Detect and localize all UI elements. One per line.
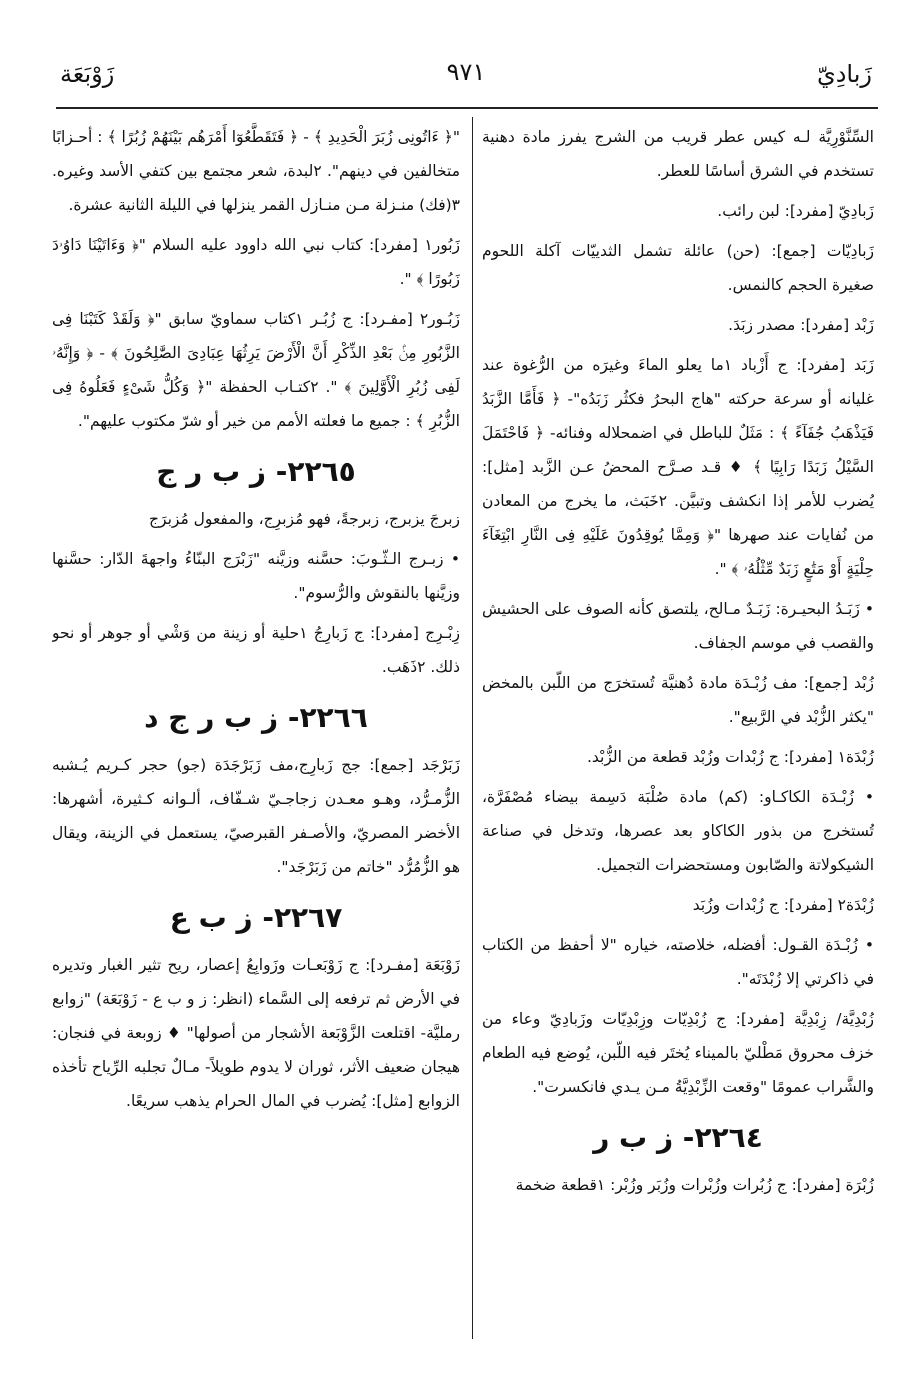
entry-zubra: زُبْرَة [مفرد]: ج زُبُرات وزُبْرات وزُبَر وزُبْر: ١قطعة ضخمة (515, 1176, 874, 1194)
entry-zabraja: زبرجَ يزبرج، زبرجةً، فهو مُزبرِج، والمفعول مُزبرَج (149, 510, 460, 528)
entry-zubdiyya: زُبْدِيَّة/ زِبْدِيَّة [مفرد]: ج زُبْدِيّات وزِبْدِيّات وزَبادِيّ وعاء من خزف محروق مَطْليّ بالميناء يُختَر فيه اللّبن، يُوضع فيه الطعام والشَّراب عمومًا "وقعت الزِّبْدِيَّةُ مـن يـدي فانكسرت". (482, 1010, 874, 1096)
entry-zubda-2: زُبْدَة٢ [مفرد]: ج زُبْدات وزُبَد (692, 896, 874, 914)
entry-zabad-buhaira: • زَبَـدُ البحيـرة: زَبَـدٌ مـالح، يلتصق كأنه الصوف على الحشيش والقصب في موسم الجفاف. (482, 600, 874, 652)
page-header (60, 52, 872, 100)
entry-zubra-continuation: "﴿ ءَاتُونِى زُبَرَ الْحَدِيدِ ﴾ - ﴿ فَتَقَطَّعُوٓا أَمْرَهُم بَيْنَهُمْ زُبُرًا ﴾ : أحـزابًا متخالفين في دينهم". ٢لبدة، شعر مجتمع بين كتفي الأسد وغيره. ٣(فك) منـزلة مـن منـازل القمر ينزلها في الليلة الثانية عشرة. (52, 128, 460, 214)
left-column (52, 120, 460, 1340)
entry-zubd: زُبْد [جمع]: مف زُبْـدَة مادة دُهنيَّة تُستخرَج من اللّبن بالمخض "يكثر الزُّبْد في الرَّبيع". (482, 674, 874, 726)
root-heading-2264: ٢٢٦٤- ز ب ر (593, 1121, 763, 1154)
entry-zabur-2: زَبُـور٢ [مفـرد]: ج زُبُـر ١كتاب سماويّ سابق "﴿ وَلَقَدْ كَتَبْنَا فِى الزَّبُورِ مِنۢ بَعْدِ الذِّكْرِ أَنَّ الْأَرْضَ يَرِثُهَا عِبَادِىَ الصَّٰلِحُونَ ﴾ - ﴿ وَإِنَّهُۥ لَفِى زُبُرِ الْأَوَّلِينَ ﴾ ". ٢كتـاب الحفظة "﴿ وَكُلُّ شَىْءٍ فَعَلُوهُ فِى الزُّبُرِ ﴾ : جميع ما فعلته الأمم من خير أو شرّ مكتوب عليهم". (52, 310, 460, 430)
root-heading-2267: ٢٢٦٧- ز ب ع (169, 901, 343, 934)
root-heading-2265: ٢٢٦٥- ز ب ر ج (156, 455, 356, 488)
entry-zabad: زَبَد [مفرد]: ج أَزْباد ١ما يعلو الماءَ وغيرَه من الرُّغوة عند غليانه أو سرعة حركته "هاج البحرُ فكثُر زَبَدُه"- ﴿ فَأَمَّا الزَّبَدُ فَيَذْهَبُ جُفَآءً ﴾ : مَثَلٌ للباطل في اضمحلاله وفنائه- ﴿ فَاحْتَمَلَ السَّيْلُ زَبَدًا رَابِيًا ﴾ ♦ قـد صـرَّح المحضُ عـن الزَّبد [مثل]: يُضرب للأمر إذا انكشف وتبيَّن. ٢خَبَث، ما يخرج من المعادن من نُفايات عند صهرها "﴿ وَمِمَّا يُوقِدُونَ عَلَيْهِ فِى النَّارِ ابْتِغَآءَ حِلْيَةٍ أَوْ مَتَٰعٍ زَبَدٌ مِّثْلُهُۥ ﴾ ". (482, 356, 874, 578)
root-heading-2266: ٢٢٦٦- ز ب ر ج د (144, 701, 368, 734)
entry-zubdat-kakao: • زُبْـدَة الكاكـاو: (كم) مادة صُلْبَة دَسِمة بيضاء مُصْفَرَّة، تُستخرج من بذور الكاكاو بعد عصرها، وتدخل في صناعة الشيكولاتة والصّابون ومستحضرات التجميل. (482, 788, 874, 874)
header-guide-word-last: زَوْبَعَة (60, 60, 115, 88)
entry-zabarjad: زَبَرْجَد [جمع]: جج زَبارِج،مف زَبَرْجَدَة (جو) حجر كـريم يُـشبه الزُّمـرُّد، وهـو معـدن زجاجـيّ شـفّاف، ألـوانه كـثيرة، أشهرها: الأخضر المصريّ، والأصـفر القبرصيّ، يستعمل في الزينة، ويقال هو الزُّمُرُّد "خاتم من زَبَرْجَد". (52, 756, 460, 876)
entry-zabd: زَبْد [مفرد]: مصدر زبَدَ. (728, 316, 874, 334)
right-column (482, 120, 874, 1340)
header-guide-word-first: زَبادِيّ (816, 60, 872, 88)
entry-zibrij: زِبْـرِج [مفرد]: ج زَبارِجُ ١حلية أو زينة من وَشْي أو جوهر أو نحو ذلك. ٢ذَهَب. (52, 624, 460, 676)
entry-zabadi: زَبادِيّ [مفرد]: لبن رائب. (717, 202, 874, 220)
header-rule (56, 107, 878, 109)
entry-zubda-1: زُبْدَة١ [مفرد]: ج زُبْدات وزُبْد قطعة من الزُّبْد. (586, 748, 874, 766)
entry-zabur-1: زَبُور١ [مفرد]: كتاب نبي الله داوود عليه السلام "﴿ وَءَاتَيْنَا دَاوُۥدَ زَبُورًا ﴾ ". (52, 236, 460, 288)
entry-zabraja-thawb: • زبـرج الـثّـوبَ: حسَّنه وزيَّنه "زَبْرَج البنّاءُ واجهةَ الدّار: حسَّنها وزيَّنها بالنقوش والرُّسوم". (52, 550, 460, 602)
entry-continuation: السِّنَّوْرِيَّة لـه كيس عطر قريب من الشرج يفرز مادة دهنية تستخدم في الشرق أساسًا للعطر. (482, 128, 874, 180)
page-number: ٩٧١ (446, 58, 486, 86)
column-divider (472, 117, 473, 1339)
entry-zubdat-qawl: • زُبْـدَة القـول: أفضله، خلاصته، خياره "لا أحفظ من الكتاب في ذاكرتي إلا زُبْدَتَه". (482, 936, 874, 988)
entry-zawbaa: زَوْبَعَة [مفـرد]: ج زَوْبَعـات وزَوابِعُ إعصار، ريح تثير الغبار وتديره في الأرض ثم ترفعه إلى السَّماء (انظر: ز و ب ع - زَوْبَعَة) "زوابع رمليَّة- اقتلعت الزَّوْبَعة الأشجار من أصولها" ♦ زوبعة في فنجان: هيجان ضعيف الأثر، ثوران لا يدوم طويلاً- مـالٌ تجلبه الرِّياح تأخذه الزوابع [مثل]: يُضرب في المال الحرام يذهب سريعًا. (52, 956, 460, 1110)
entry-zabadiyyat: زَبادِيّات [جمع]: (حن) عائلة تشمل الثدييّات آكلة اللحوم صغيرة الحجم كالنمس. (482, 242, 874, 294)
